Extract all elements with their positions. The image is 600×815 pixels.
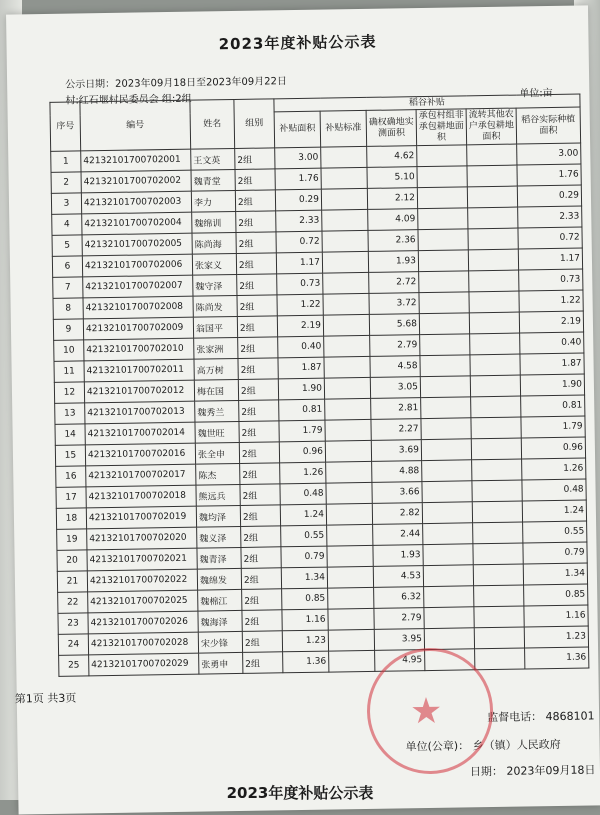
cell-village-contract: [422, 481, 472, 503]
header-seq: 序号: [50, 102, 81, 151]
cell-actual: 1.90: [520, 374, 584, 396]
cell-seq: 21: [57, 571, 87, 592]
cell-name: 魏义泽: [197, 526, 241, 548]
cell-seq: 11: [54, 361, 84, 382]
cell-name: 魏棉江: [198, 589, 242, 611]
cell-code: 42132101700702022: [87, 569, 197, 592]
cell-area: 0.73: [277, 273, 323, 295]
cell-confirmed: 5.10: [367, 167, 417, 189]
cell-transfer: [474, 606, 524, 628]
cell-village-contract: [423, 544, 473, 566]
cell-confirmed: 2.82: [372, 503, 422, 525]
cell-group: 2组: [239, 400, 279, 422]
cell-group: 2组: [238, 379, 278, 401]
cell-actual: 2.33: [518, 206, 582, 228]
cell-transfer: [473, 564, 523, 586]
cell-code: 42132101700702008: [83, 296, 193, 319]
cell-standard: [326, 482, 372, 504]
publish-period: 公示日期：2023年09月18日至2023年09月22日: [65, 76, 288, 91]
cell-name: 魏均泽: [196, 505, 240, 527]
cell-standard: [322, 230, 368, 252]
cell-name: 宋少锋: [198, 631, 242, 653]
cell-group: 2组: [241, 568, 281, 590]
cell-village-contract: [423, 523, 473, 545]
cell-village-contract: [421, 397, 471, 419]
cell-code: 42132101700702004: [82, 212, 192, 235]
cell-code: 42132101700702012: [84, 380, 194, 403]
cell-confirmed: 3.95: [374, 629, 424, 651]
document-sheet: [6, 5, 600, 814]
cell-seq: 2: [51, 172, 81, 193]
cell-seq: 25: [59, 655, 89, 676]
cell-standard: [326, 461, 372, 483]
cell-standard: [322, 209, 368, 231]
cell-actual: 1.36: [525, 647, 589, 669]
cell-code: 42132101700702018: [86, 485, 196, 508]
cell-code: 42132101700702006: [82, 254, 192, 277]
cell-transfer: [470, 333, 520, 355]
cell-transfer: [471, 417, 521, 439]
cell-village-contract: [418, 208, 468, 230]
cell-transfer: [472, 480, 522, 502]
cell-area: 1.36: [283, 651, 329, 673]
cell-confirmed: 2.79: [374, 608, 424, 630]
cell-code: 42132101700702013: [85, 401, 195, 424]
cell-transfer: [473, 522, 523, 544]
cell-group: 2组: [239, 442, 279, 464]
cell-actual: 0.40: [520, 332, 584, 354]
cell-code: 42132101700702029: [89, 653, 199, 676]
cell-transfer: [468, 228, 518, 250]
cell-standard: [321, 167, 367, 189]
table-body: [51, 143, 589, 676]
cell-group: 2组: [237, 316, 277, 338]
cell-seq: 17: [56, 487, 86, 508]
cell-area: 1.90: [278, 378, 324, 400]
cell-area: 1.87: [278, 357, 324, 379]
cell-standard: [321, 146, 367, 168]
header-standard: 补贴标准: [320, 110, 367, 147]
cell-name: 张家洲: [194, 337, 238, 359]
cell-standard: [321, 188, 367, 210]
cell-code: 42132101700702014: [85, 422, 195, 445]
cell-actual: 1.76: [517, 164, 581, 186]
cell-village-contract: [418, 250, 468, 272]
supervision-phone: 监督电话： 4868101: [487, 709, 595, 725]
cell-name: 王文英: [191, 148, 235, 170]
cell-transfer: [468, 249, 518, 271]
cell-code: 42132101700702019: [86, 506, 196, 529]
cell-code: 42132101700702007: [83, 275, 193, 298]
cell-transfer: [473, 543, 523, 565]
cell-confirmed: 4.88: [372, 461, 422, 483]
cell-name: 魏绵训: [192, 211, 236, 233]
cell-seq: 1: [51, 151, 81, 172]
village-group: 村:红石堰村民委员会 组:2组: [65, 93, 192, 107]
cell-confirmed: 1.93: [373, 545, 423, 567]
cell-transfer: [470, 375, 520, 397]
cell-confirmed: 2.44: [373, 524, 423, 546]
cell-standard: [327, 545, 373, 567]
cell-transfer: [470, 354, 520, 376]
header-actual: 稻谷实际种植面积: [516, 107, 581, 144]
cell-seq: 8: [53, 298, 83, 319]
cell-village-contract: [422, 460, 472, 482]
cell-area: 1.76: [275, 168, 321, 190]
cell-seq: 19: [57, 529, 87, 550]
cell-name: 魏秀兰: [195, 400, 239, 422]
cell-name: 张家义: [192, 253, 236, 275]
cell-standard: [322, 251, 368, 273]
cell-transfer: [471, 396, 521, 418]
cell-standard: [329, 650, 375, 672]
cell-code: 42132101700702021: [87, 548, 197, 571]
cell-village-contract: [422, 502, 472, 524]
cell-area: 1.16: [282, 609, 328, 631]
cell-group: 2组: [236, 253, 276, 275]
cell-standard: [326, 503, 372, 525]
cell-actual: 0.73: [519, 269, 583, 291]
cell-name: 魏青堂: [191, 169, 235, 191]
cell-actual: 0.81: [521, 395, 585, 417]
cell-confirmed: 4.09: [368, 209, 418, 231]
cell-area: 0.79: [281, 546, 327, 568]
cell-transfer: [472, 459, 522, 481]
cell-group: 2组: [236, 211, 276, 233]
cell-group: 2组: [235, 169, 275, 191]
cell-group: 2组: [239, 421, 279, 443]
cell-village-contract: [424, 607, 474, 629]
cell-village-contract: [420, 334, 470, 356]
cell-group: 2组: [241, 526, 281, 548]
cell-confirmed: 4.53: [373, 566, 423, 588]
cell-actual: 0.29: [517, 185, 581, 207]
cell-code: 42132101700702025: [88, 590, 198, 613]
cell-actual: 1.34: [523, 563, 587, 585]
cell-transfer: [474, 627, 524, 649]
cell-confirmed: 2.36: [368, 230, 418, 252]
cell-area: 0.55: [281, 525, 327, 547]
cell-confirmed: 2.79: [370, 335, 420, 357]
cell-actual: 1.17: [518, 248, 582, 270]
cell-name: 魏绵发: [197, 568, 241, 590]
cell-name: 张全申: [195, 442, 239, 464]
cell-name: 陈尚发: [193, 295, 237, 317]
cell-seq: 9: [53, 319, 83, 340]
cell-seq: 24: [58, 634, 88, 655]
cell-group: 2组: [237, 274, 277, 296]
cell-standard: [325, 398, 371, 420]
cell-name: 张勇申: [199, 652, 243, 674]
cell-code: 42132101700702016: [85, 443, 195, 466]
cell-code: 42132101700702011: [84, 359, 194, 382]
cell-transfer: [467, 165, 517, 187]
cell-seq: 6: [52, 256, 82, 277]
cell-confirmed: 2.72: [369, 272, 419, 294]
cell-name: 梅在国: [194, 379, 238, 401]
cell-name: 熊远兵: [196, 484, 240, 506]
cell-actual: 3.00: [517, 143, 581, 165]
cell-village-contract: [417, 145, 467, 167]
cell-group: 2组: [237, 295, 277, 317]
cell-group: 2组: [238, 358, 278, 380]
cell-transfer: [472, 501, 522, 523]
page-indicator: 第1页 共3页: [14, 691, 77, 706]
cell-village-contract: [421, 418, 471, 440]
cell-actual: 0.72: [518, 227, 582, 249]
cell-village-contract: [420, 376, 470, 398]
official-seal: [366, 647, 494, 775]
cell-group: 2组: [242, 610, 282, 632]
cell-area: 0.72: [276, 231, 322, 253]
cell-code: 42132101700702002: [81, 170, 191, 193]
cell-transfer: [469, 291, 519, 313]
cell-actual: 1.16: [524, 605, 588, 627]
cell-confirmed: 1.93: [368, 251, 418, 273]
cell-standard: [324, 356, 370, 378]
cell-group: 2组: [241, 547, 281, 569]
cell-standard: [324, 335, 370, 357]
cell-transfer: [475, 648, 525, 670]
cell-confirmed: 2.12: [367, 188, 417, 210]
cell-code: 42132101700702020: [87, 527, 197, 550]
cell-seq: 18: [56, 508, 86, 529]
cell-standard: [328, 587, 374, 609]
cell-area: 3.00: [275, 147, 321, 169]
cell-village-contract: [417, 187, 467, 209]
cell-name: 魏青泽: [197, 547, 241, 569]
cell-confirmed: 3.69: [371, 440, 421, 462]
cell-area: 1.24: [280, 504, 326, 526]
cell-code: 42132101700702003: [81, 191, 191, 214]
cell-village-contract: [424, 628, 474, 650]
cell-area: 0.81: [279, 399, 325, 421]
cell-actual: 2.19: [519, 311, 583, 333]
cell-name: 陈杰: [196, 463, 240, 485]
cell-seq: 16: [56, 466, 86, 487]
cell-code: 42132101700702017: [86, 464, 196, 487]
header-code: 编号: [80, 100, 191, 151]
cell-actual: 0.85: [524, 584, 588, 606]
cell-name: 魏世旺: [195, 421, 239, 443]
cell-seq: 13: [55, 403, 85, 424]
cell-area: 0.40: [278, 336, 324, 358]
cell-actual: 1.22: [519, 290, 583, 312]
cell-seq: 22: [58, 592, 88, 613]
cell-transfer: [474, 585, 524, 607]
cell-standard: [323, 293, 369, 315]
cell-confirmed: 4.95: [375, 650, 425, 672]
cell-actual: 1.23: [524, 626, 588, 648]
cell-area: 1.23: [282, 630, 328, 652]
cell-group: 2组: [235, 148, 275, 170]
cell-code: 42132101700702028: [88, 632, 198, 655]
cell-seq: 3: [51, 193, 81, 214]
cell-group: 2组: [235, 190, 275, 212]
cell-group: 2组: [236, 232, 276, 254]
cell-actual: 0.48: [522, 479, 586, 501]
cell-area: 0.85: [282, 588, 328, 610]
cell-code: 42132101700702005: [82, 233, 192, 256]
cell-confirmed: 3.05: [370, 377, 420, 399]
subsidy-table: [49, 94, 589, 677]
header-rice-subsidy: 稻谷补贴: [274, 94, 580, 112]
cell-code: 42132101700702010: [84, 338, 194, 361]
cell-transfer: [469, 270, 519, 292]
cell-standard: [325, 440, 371, 462]
cell-actual: 1.24: [522, 500, 586, 522]
cell-area: 1.79: [279, 420, 325, 442]
cell-seq: 12: [54, 382, 84, 403]
header-name: 姓名: [190, 100, 235, 150]
cell-village-contract: [418, 229, 468, 251]
document-title: 2023年度补贴公示表: [218, 32, 377, 54]
cell-standard: [327, 524, 373, 546]
cell-seq: 4: [52, 214, 82, 235]
cell-area: 0.29: [275, 189, 321, 211]
cell-group: 2组: [240, 505, 280, 527]
cell-standard: [327, 566, 373, 588]
cell-standard: [328, 608, 374, 630]
cell-confirmed: 2.27: [371, 419, 421, 441]
cell-confirmed: 3.72: [369, 293, 419, 315]
cell-seq: 15: [55, 445, 85, 466]
cell-confirmed: 2.81: [371, 398, 421, 420]
next-page-title: 2023年度补贴公示表: [226, 784, 374, 802]
cell-area: 2.33: [276, 210, 322, 232]
header-group: 组别: [234, 99, 275, 149]
cell-standard: [324, 377, 370, 399]
cell-seq: 5: [52, 235, 82, 256]
cell-confirmed: 4.62: [367, 146, 417, 168]
cell-transfer: [467, 186, 517, 208]
cell-area: 1.22: [277, 294, 323, 316]
seal-star-icon: ★: [409, 690, 443, 733]
cell-name: 魏海泽: [198, 610, 242, 632]
cell-confirmed: 5.68: [369, 314, 419, 336]
cell-village-contract: [417, 166, 467, 188]
cell-seq: 23: [58, 613, 88, 634]
cell-transfer: [469, 312, 519, 334]
cell-standard: [323, 314, 369, 336]
cell-standard: [323, 272, 369, 294]
cell-standard: [328, 629, 374, 651]
cell-group: 2组: [240, 463, 280, 485]
cell-group: 2组: [242, 589, 282, 611]
cell-seq: 10: [54, 340, 84, 361]
cell-group: 2组: [242, 631, 282, 653]
cell-actual: 0.96: [521, 437, 585, 459]
cell-actual: 0.55: [523, 521, 587, 543]
unit-label: 单位:亩: [519, 87, 553, 100]
cell-area: 0.96: [279, 441, 325, 463]
cell-village-contract: [424, 586, 474, 608]
cell-seq: 20: [57, 550, 87, 571]
cell-group: 2组: [243, 652, 283, 674]
header-transfer: 流转其他农户承包耕地面积: [466, 108, 517, 145]
header-confirmed: 确权确地实测面积: [366, 110, 417, 147]
cell-transfer: [468, 207, 518, 229]
cell-code: 42132101700702009: [83, 317, 193, 340]
cell-code: 42132101700702001: [81, 149, 191, 172]
cell-village-contract: [423, 565, 473, 587]
cell-village-contract: [419, 313, 469, 335]
cell-confirmed: 3.66: [372, 482, 422, 504]
cell-area: 1.26: [280, 462, 326, 484]
cell-name: 陈尚海: [192, 232, 236, 254]
cell-area: 1.17: [276, 252, 322, 274]
cell-name: 李力: [191, 190, 235, 212]
cell-actual: 1.26: [522, 458, 586, 480]
cell-actual: 0.79: [523, 542, 587, 564]
cell-actual: 1.87: [520, 353, 584, 375]
cell-confirmed: 4.58: [370, 356, 420, 378]
cell-name: 翁国平: [193, 316, 237, 338]
header-area: 补贴面积: [274, 111, 321, 148]
cell-transfer: [471, 438, 521, 460]
cell-area: 1.34: [281, 567, 327, 589]
cell-group: 2组: [240, 484, 280, 506]
cell-area: 2.19: [277, 315, 323, 337]
cell-transfer: [467, 144, 517, 166]
cell-name: 魏守泽: [193, 274, 237, 296]
cell-seq: 7: [53, 277, 83, 298]
cell-village-contract: [421, 439, 471, 461]
cell-name: 高万树: [194, 358, 238, 380]
cell-actual: 1.79: [521, 416, 585, 438]
issuing-unit: 单位(公章)： 乡（镇）人民政府: [405, 737, 561, 754]
cell-village-contract: [420, 355, 470, 377]
cell-code: 42132101700702026: [88, 611, 198, 634]
cell-seq: 14: [55, 424, 85, 445]
cell-village-contract: [419, 271, 469, 293]
cell-standard: [325, 419, 371, 441]
issue-date: 日期： 2023年09月18日: [469, 763, 596, 779]
cell-confirmed: 6.32: [374, 587, 424, 609]
cell-village-contract: [419, 292, 469, 314]
cell-group: 2组: [238, 337, 278, 359]
header-village-contract: 承包村组非承包耕地面积: [416, 109, 467, 146]
cell-area: 0.48: [280, 483, 326, 505]
